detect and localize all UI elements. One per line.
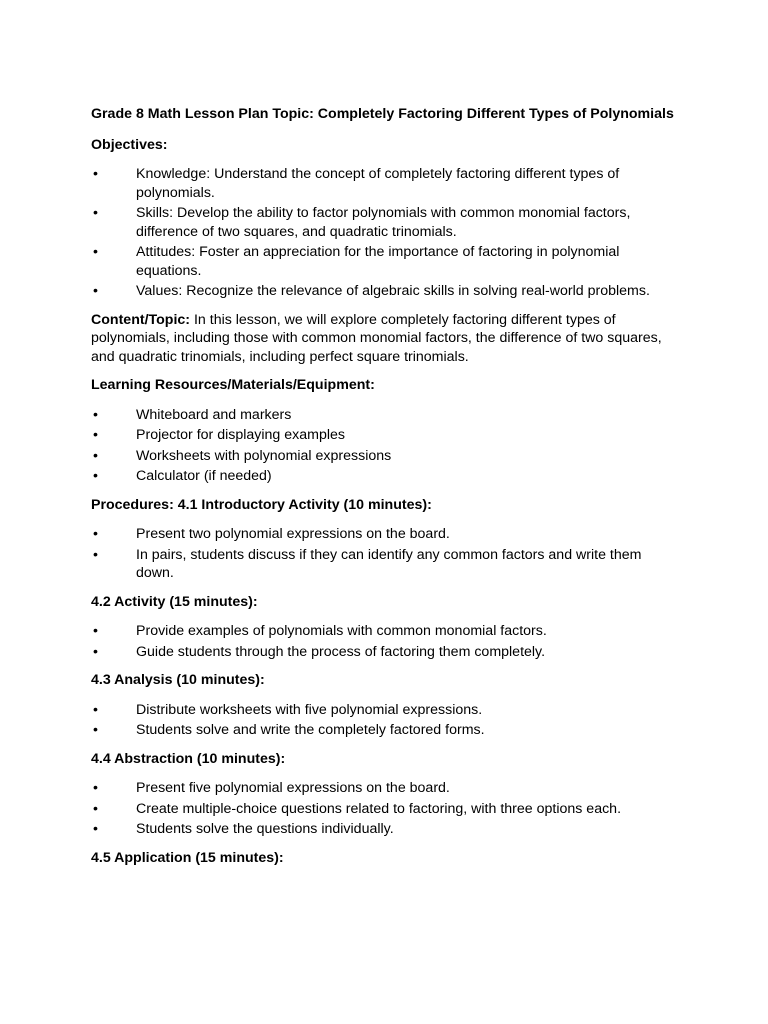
- list-item-text: Knowledge: Understand the concept of completely factoring different types of polynomials.: [136, 166, 620, 201]
- application-heading: 4.5 Application (15 minutes):: [91, 849, 284, 866]
- bullet-icon: •: [93, 643, 98, 660]
- bullet-icon: •: [93, 800, 98, 817]
- list-item: [91, 643, 681, 662]
- list-item-text: Students solve the questions individually.: [136, 821, 394, 837]
- content-topic-paragraph: [91, 311, 681, 367]
- list-item: [91, 622, 681, 641]
- bullet-icon: •: [93, 427, 98, 443]
- abstraction-heading: 4.4 Abstraction (10 minutes):: [91, 750, 286, 767]
- list-item-text: Present two polynomial expressions on the board.: [136, 526, 450, 542]
- list-item: [91, 165, 681, 202]
- list-item: [91, 820, 681, 839]
- bullet-icon: •: [93, 406, 98, 423]
- objectives-list: [91, 165, 681, 301]
- resources-heading: Learning Resources/Materials/Equipment:: [91, 377, 375, 393]
- list-item-text: Students solve and write the completely factored forms.: [136, 722, 485, 738]
- list-item: [91, 447, 681, 466]
- list-item-text: Create multiple-choice questions related to factoring, with three options each.: [136, 800, 622, 817]
- analysis-heading: 4.3 Analysis (10 minutes):: [91, 672, 265, 688]
- activity-list: [91, 622, 681, 661]
- bullet-icon: •: [93, 283, 98, 299]
- bullet-icon: •: [93, 780, 98, 796]
- bullet-icon: •: [93, 722, 98, 738]
- list-item-text: Values: Recognize the relevance of algebraic skills in solving real-world problems.: [136, 283, 650, 299]
- bullet-icon: •: [93, 701, 98, 718]
- content-topic-label: Content/Topic:: [91, 311, 191, 328]
- activity-heading: 4.2 Activity (15 minutes):: [91, 593, 258, 610]
- bullet-icon: •: [93, 244, 98, 260]
- list-item: [91, 243, 681, 280]
- list-item: [91, 282, 681, 301]
- list-item: [91, 721, 681, 740]
- bullet-icon: •: [93, 447, 98, 464]
- objectives-heading: Objectives:: [91, 136, 168, 153]
- list-item: [91, 525, 681, 544]
- list-item-text: Skills: Develop the ability to factor polynomials with common monomial factors, difference of two squares, and quadratic trinomials.: [136, 205, 631, 240]
- list-item-text: Whiteboard and markers: [136, 406, 292, 423]
- resources-list: [91, 406, 681, 486]
- list-item-text: Distribute worksheets with five polynomial expressions.: [136, 701, 483, 718]
- list-item-text: In pairs, students discuss if they can identify any common factors and write them down.: [136, 546, 642, 581]
- list-item-text: Attitudes: Foster an appreciation for the importance of factoring in polynomial equations.: [136, 244, 620, 279]
- document-page: [91, 105, 681, 867]
- list-item: [91, 426, 681, 445]
- list-item-text: Present five polynomial expressions on the board.: [136, 780, 450, 796]
- document-title: Grade 8 Math Lesson Plan Topic: Completely Factoring Different Types of Polynomials: [91, 106, 674, 122]
- content-topic-text: In this lesson, we will explore completely factoring different types of polynomials, including those with common monomial factors, the difference of two squares, and quadratic trinomials, including perfect square trinomials.: [91, 311, 662, 365]
- procedures-list: [91, 525, 681, 583]
- list-item: [91, 546, 681, 583]
- list-item: [91, 204, 681, 241]
- list-item: [91, 800, 681, 819]
- analysis-list: [91, 701, 681, 740]
- bullet-icon: •: [93, 526, 98, 542]
- bullet-icon: •: [93, 821, 98, 837]
- list-item-text: Worksheets with polynomial expressions: [136, 447, 392, 464]
- list-item: [91, 467, 681, 486]
- bullet-icon: •: [93, 205, 98, 221]
- list-item-text: Guide students through the process of factoring them completely.: [136, 643, 546, 660]
- list-item: [91, 779, 681, 798]
- list-item: [91, 701, 681, 720]
- procedures-heading: Procedures: 4.1 Introductory Activity (10 minutes):: [91, 496, 432, 513]
- list-item-text: Projector for displaying examples: [136, 427, 345, 443]
- bullet-icon: •: [93, 546, 98, 563]
- bullet-icon: •: [93, 166, 98, 182]
- list-item: [91, 406, 681, 425]
- list-item-text: Provide examples of polynomials with common monomial factors.: [136, 623, 547, 639]
- list-item-text: Calculator (if needed): [136, 468, 272, 484]
- abstraction-list: [91, 779, 681, 839]
- bullet-icon: •: [93, 623, 98, 639]
- bullet-icon: •: [93, 468, 98, 484]
